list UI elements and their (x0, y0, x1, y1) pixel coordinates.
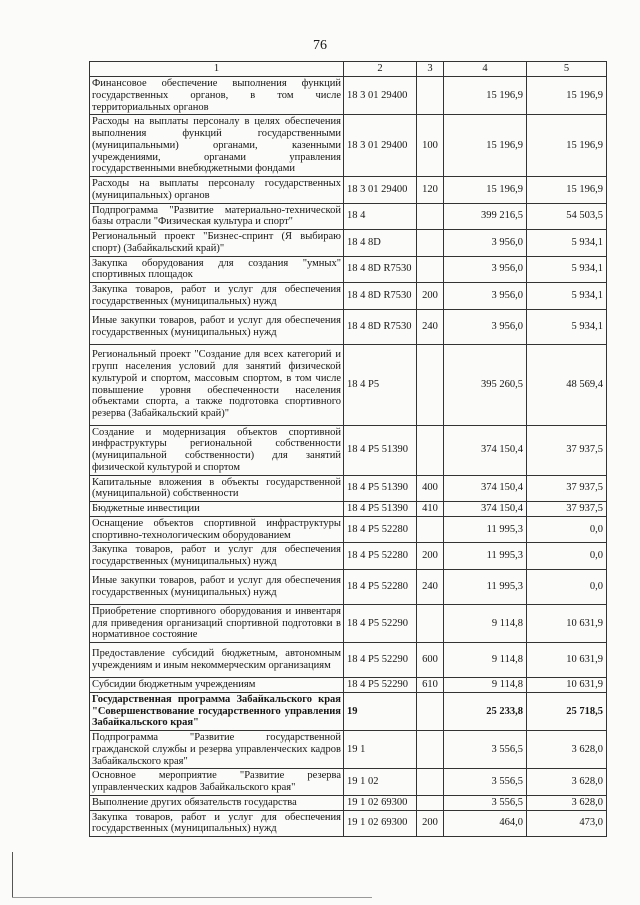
row-sum-2024-cell: 374 150,4 (444, 475, 527, 502)
row-name-cell: Расходы на выплаты персоналу в целях обеспечения выполнения функций государственными (муниципальными) органами, казенными учреждениями, органами управления государственными внебюджетными фондами (90, 115, 344, 177)
row-vr-cell: 400 (417, 475, 444, 502)
header-cell-2: 2 (344, 62, 417, 77)
row-sum-2025-cell: 3 628,0 (527, 769, 607, 796)
row-code-cell: 18 4 8D R7530 (344, 283, 417, 310)
row-vr-cell: 120 (417, 177, 444, 204)
row-sum-2024-cell: 3 556,5 (444, 769, 527, 796)
row-vr-cell (417, 425, 444, 475)
row-vr-cell (417, 795, 444, 810)
row-code-cell: 18 4 8D R7530 (344, 256, 417, 283)
row-code-cell: 18 4 P5 52280 (344, 543, 417, 570)
row-sum-2025-cell: 0,0 (527, 543, 607, 570)
row-sum-2024-cell: 374 150,4 (444, 502, 527, 517)
row-vr-cell (417, 344, 444, 425)
row-sum-2025-cell: 0,0 (527, 569, 607, 604)
table-header-row (90, 62, 607, 77)
table-row (90, 203, 607, 230)
row-sum-2025-cell: 5 934,1 (527, 256, 607, 283)
row-sum-2025-cell: 48 569,4 (527, 344, 607, 425)
row-vr-cell: 200 (417, 810, 444, 837)
row-vr-cell: 240 (417, 309, 444, 344)
row-sum-2025-cell: 15 196,9 (527, 177, 607, 204)
row-code-cell: 18 4 8D (344, 230, 417, 257)
row-sum-2025-cell: 15 196,9 (527, 115, 607, 177)
row-name-cell: Региональный проект "Бизнес-спринт (Я выбираю спорт) (Забайкальский край)" (90, 230, 344, 257)
table-row (90, 795, 607, 810)
row-sum-2024-cell: 3 556,5 (444, 795, 527, 810)
row-code-cell: 19 1 02 (344, 769, 417, 796)
row-sum-2024-cell: 15 196,9 (444, 115, 527, 177)
row-name-cell: Основное мероприятие "Развитие резерва управленческих кадров Забайкальского края" (90, 769, 344, 796)
margin-mark (12, 852, 13, 898)
row-code-cell: 18 3 01 29400 (344, 115, 417, 177)
row-code-cell: 18 4 P5 51390 (344, 425, 417, 475)
table-row (90, 177, 607, 204)
row-sum-2025-cell: 10 631,9 (527, 604, 607, 642)
row-sum-2025-cell: 0,0 (527, 516, 607, 543)
row-name-cell: Выполнение других обязательств государства (90, 795, 344, 810)
row-sum-2024-cell: 3 956,0 (444, 256, 527, 283)
row-sum-2024-cell: 11 995,3 (444, 569, 527, 604)
table-row (90, 769, 607, 796)
row-vr-cell (417, 692, 444, 730)
row-vr-cell: 410 (417, 502, 444, 517)
row-code-cell: 19 (344, 692, 417, 730)
table-row (90, 475, 607, 502)
table-row (90, 77, 607, 115)
row-sum-2025-cell: 25 718,5 (527, 692, 607, 730)
row-name-cell: Закупка товаров, работ и услуг для обеспечения государственных (муниципальных) нужд (90, 283, 344, 310)
row-sum-2024-cell: 25 233,8 (444, 692, 527, 730)
row-sum-2024-cell: 9 114,8 (444, 678, 527, 693)
row-name-cell: Предоставление субсидий бюджетным, автономным учреждениям и иным некоммерческим организациям (90, 643, 344, 678)
row-name-cell: Финансовое обеспечение выполнения функций государственных органов, в том числе территориальных органов (90, 77, 344, 115)
row-name-cell: Субсидии бюджетным учреждениям (90, 678, 344, 693)
row-sum-2025-cell: 15 196,9 (527, 77, 607, 115)
table-row (90, 604, 607, 642)
row-name-cell: Приобретение спортивного оборудования и инвентаря для приведения организаций спортивной подготовки в нормативное состояние (90, 604, 344, 642)
row-name-cell: Расходы на выплаты персоналу государственных (муниципальных) органов (90, 177, 344, 204)
row-vr-cell (417, 203, 444, 230)
row-code-cell: 18 4 P5 52290 (344, 604, 417, 642)
row-sum-2024-cell: 15 196,9 (444, 77, 527, 115)
header-cell-5: 5 (527, 62, 607, 77)
row-code-cell: 18 4 P5 52280 (344, 569, 417, 604)
row-sum-2024-cell: 15 196,9 (444, 177, 527, 204)
row-sum-2024-cell: 464,0 (444, 810, 527, 837)
row-code-cell: 18 4 P5 52290 (344, 643, 417, 678)
budget-table (89, 61, 607, 837)
table-row (90, 731, 607, 769)
row-sum-2025-cell: 3 628,0 (527, 731, 607, 769)
row-vr-cell (417, 230, 444, 257)
table-row (90, 502, 607, 517)
row-vr-cell (417, 604, 444, 642)
row-vr-cell: 240 (417, 569, 444, 604)
row-sum-2025-cell: 10 631,9 (527, 643, 607, 678)
row-code-cell: 18 4 (344, 203, 417, 230)
table-row (90, 309, 607, 344)
header-cell-4: 4 (444, 62, 527, 77)
row-sum-2025-cell: 5 934,1 (527, 283, 607, 310)
row-vr-cell: 200 (417, 283, 444, 310)
row-sum-2025-cell: 473,0 (527, 810, 607, 837)
row-sum-2025-cell: 3 628,0 (527, 795, 607, 810)
row-name-cell: Закупка оборудования для создания "умных" спортивных площадок (90, 256, 344, 283)
table-row (90, 425, 607, 475)
row-sum-2024-cell: 395 260,5 (444, 344, 527, 425)
row-name-cell: Региональный проект "Создание для всех категорий и групп населения условий для занятий физической культурой и спортом, массовым спортом, в том числе повышение уровня обеспеченности населения объектами спорта, а также подготовка спортивного резерва (Забайкальский край)" (90, 344, 344, 425)
row-sum-2025-cell: 10 631,9 (527, 678, 607, 693)
row-vr-cell: 600 (417, 643, 444, 678)
table-row (90, 543, 607, 570)
row-sum-2024-cell: 399 216,5 (444, 203, 527, 230)
row-vr-cell: 100 (417, 115, 444, 177)
row-sum-2025-cell: 37 937,5 (527, 475, 607, 502)
row-sum-2024-cell: 9 114,8 (444, 604, 527, 642)
row-code-cell: 18 3 01 29400 (344, 77, 417, 115)
row-vr-cell (417, 731, 444, 769)
row-code-cell: 19 1 02 69300 (344, 810, 417, 837)
row-code-cell: 18 4 8D R7530 (344, 309, 417, 344)
row-code-cell: 18 4 P5 51390 (344, 502, 417, 517)
row-vr-cell (417, 77, 444, 115)
row-name-cell: Иные закупки товаров, работ и услуг для обеспечения государственных (муниципальных) нужд (90, 309, 344, 344)
table-row (90, 283, 607, 310)
row-sum-2024-cell: 374 150,4 (444, 425, 527, 475)
header-cell-3: 3 (417, 62, 444, 77)
row-code-cell: 18 4 P5 (344, 344, 417, 425)
table-row (90, 810, 607, 837)
row-name-cell: Подпрограмма "Развитие государственной гражданской службы и резерва управленческих кадров Забайкальского края" (90, 731, 344, 769)
table-row (90, 516, 607, 543)
row-vr-cell: 610 (417, 678, 444, 693)
row-sum-2024-cell: 3 956,0 (444, 230, 527, 257)
row-sum-2025-cell: 54 503,5 (527, 203, 607, 230)
table-row (90, 256, 607, 283)
table-row (90, 678, 607, 693)
row-sum-2025-cell: 37 937,5 (527, 425, 607, 475)
row-name-cell: Закупка товаров, работ и услуг для обеспечения государственных (муниципальных) нужд (90, 543, 344, 570)
row-sum-2024-cell: 11 995,3 (444, 516, 527, 543)
table-row (90, 115, 607, 177)
row-sum-2025-cell: 37 937,5 (527, 502, 607, 517)
row-vr-cell: 200 (417, 543, 444, 570)
table-row (90, 692, 607, 730)
row-name-cell: Государственная программа Забайкальского края "Совершенствование государственного управления Забайкальского края" (90, 692, 344, 730)
row-code-cell: 18 4 P5 51390 (344, 475, 417, 502)
header-cell-1: 1 (90, 62, 344, 77)
table-row (90, 344, 607, 425)
table-row (90, 569, 607, 604)
row-sum-2024-cell: 3 556,5 (444, 731, 527, 769)
row-sum-2024-cell: 3 956,0 (444, 283, 527, 310)
row-vr-cell (417, 516, 444, 543)
row-name-cell: Оснащение объектов спортивной инфраструктуры спортивно-технологическим оборудованием (90, 516, 344, 543)
row-name-cell: Подпрограмма "Развитие материально-технической базы отрасли "Физическая культура и спорт" (90, 203, 344, 230)
row-code-cell: 19 1 (344, 731, 417, 769)
row-vr-cell (417, 769, 444, 796)
table-row (90, 643, 607, 678)
row-name-cell: Создание и модернизация объектов спортивной инфраструктуры региональной собственности (муниципальной собственности) для занятий физической культурой и спортом (90, 425, 344, 475)
row-sum-2025-cell: 5 934,1 (527, 309, 607, 344)
row-code-cell: 18 3 01 29400 (344, 177, 417, 204)
row-vr-cell (417, 256, 444, 283)
row-sum-2024-cell: 9 114,8 (444, 643, 527, 678)
row-sum-2024-cell: 3 956,0 (444, 309, 527, 344)
row-code-cell: 18 4 P5 52280 (344, 516, 417, 543)
row-code-cell: 19 1 02 69300 (344, 795, 417, 810)
footer-line (12, 897, 372, 898)
row-name-cell: Бюджетные инвестиции (90, 502, 344, 517)
page-number: 76 (313, 38, 327, 53)
row-name-cell: Иные закупки товаров, работ и услуг для обеспечения государственных (муниципальных) нужд (90, 569, 344, 604)
row-code-cell: 18 4 P5 52290 (344, 678, 417, 693)
table-row (90, 230, 607, 257)
row-name-cell: Капитальные вложения в объекты государственной (муниципальной) собственности (90, 475, 344, 502)
row-sum-2025-cell: 5 934,1 (527, 230, 607, 257)
row-name-cell: Закупка товаров, работ и услуг для обеспечения государственных (муниципальных) нужд (90, 810, 344, 837)
row-sum-2024-cell: 11 995,3 (444, 543, 527, 570)
